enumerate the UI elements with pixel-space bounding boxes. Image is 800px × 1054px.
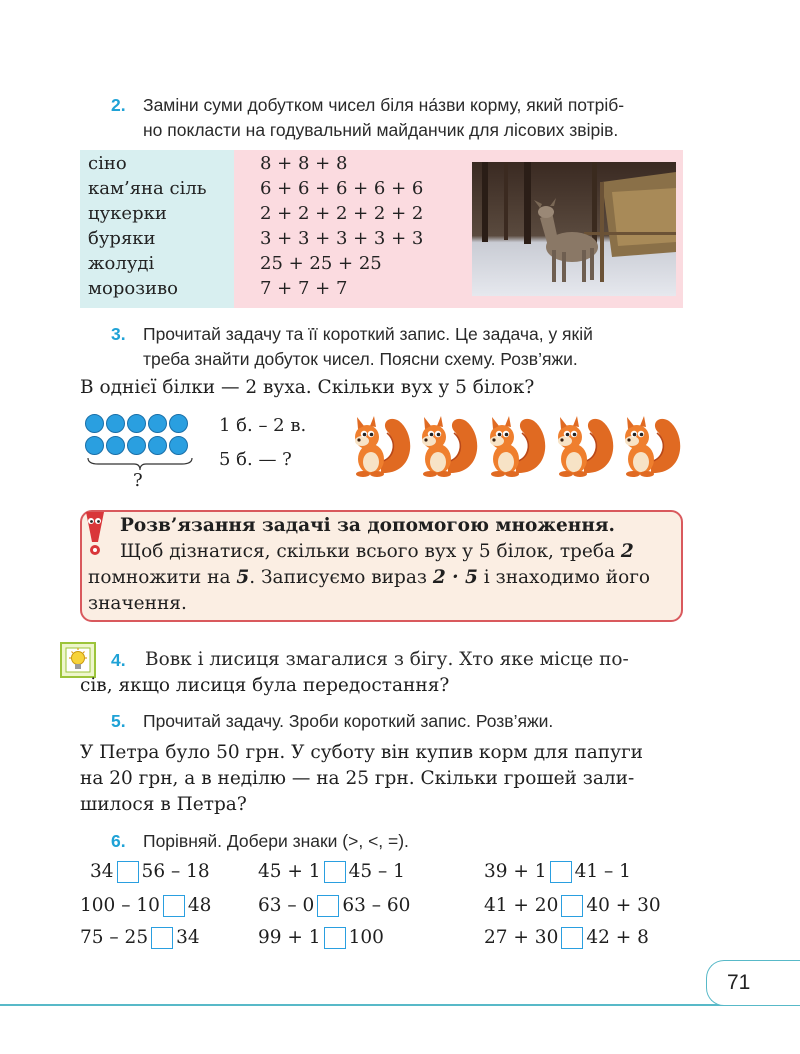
compare-right: 41 – 1 xyxy=(574,861,631,882)
exclamation-icon xyxy=(80,508,110,564)
ear-dot xyxy=(148,414,167,433)
answer-box[interactable] xyxy=(550,861,572,883)
squirrel-problem: В однієї білки — 2 вуха. Скільки вух у 5 білок? xyxy=(80,377,535,398)
rule-expression: 2 · 5 xyxy=(432,567,478,588)
rule-box xyxy=(80,510,683,622)
footer-line xyxy=(0,1004,800,1006)
compare-left: 27 + 30 xyxy=(484,927,559,948)
task-3 xyxy=(111,322,688,372)
feed-name: сіно xyxy=(88,153,127,174)
task-text-line: Прочитай задачу. Зроби короткий запис. Розв’яжи. xyxy=(143,711,554,731)
ear-dot xyxy=(106,436,125,455)
rule-line xyxy=(88,565,675,591)
task-2 xyxy=(111,93,688,143)
task-5 xyxy=(111,709,688,734)
compare-right: 48 xyxy=(187,895,212,916)
compare-left: 39 + 1 xyxy=(484,861,547,882)
compare-left: 100 – 10 xyxy=(80,895,160,916)
answer-box[interactable] xyxy=(163,895,185,917)
compare-item xyxy=(90,859,210,885)
task-number: 5. xyxy=(111,711,126,731)
task-text-line: Вовк і лисиця змагалися з бігу. Хто яке місце по- xyxy=(145,649,629,670)
rule-text: Щоб дізнатися, скільки всього вух у 5 білок, треба xyxy=(120,541,621,562)
task-text-line: Прочитай задачу та її короткий запис. Це задача, у якій xyxy=(143,324,593,344)
squirrel-image xyxy=(548,415,614,477)
ear-dot xyxy=(127,436,146,455)
compare-item xyxy=(258,925,384,951)
ear-dot xyxy=(85,414,104,433)
compare-item xyxy=(258,859,405,885)
squirrel-image xyxy=(480,415,546,477)
task-text-line: треба знайти добуток чисел. Поясни схему. Розв’яжи. xyxy=(143,349,578,369)
task-text-line: Порівняй. Добери знаки (>, <, =). xyxy=(143,831,409,851)
compare-left: 99 + 1 xyxy=(258,927,321,948)
task-number: 6. xyxy=(111,831,126,851)
compare-right: 34 xyxy=(176,927,200,948)
squirrel-image xyxy=(615,415,681,477)
compare-left: 75 – 25 xyxy=(80,927,149,948)
ear-dot xyxy=(106,414,125,433)
brace-icon xyxy=(86,457,194,471)
compare-item xyxy=(484,859,631,885)
feed-name: кам’яна сіль xyxy=(88,178,207,199)
feed-sum: 6 + 6 + 6 + 6 + 6 xyxy=(260,178,424,199)
compare-left: 34 xyxy=(90,861,114,882)
rule-title: Розв’язання задачі за допомогою множення. xyxy=(120,515,615,536)
compare-right: 40 + 30 xyxy=(586,895,661,916)
feed-sum: 7 + 7 + 7 xyxy=(260,278,348,299)
feed-name: цукерки xyxy=(88,203,167,224)
task-6 xyxy=(111,829,688,854)
answer-box[interactable] xyxy=(151,927,173,949)
task-text-line: Заміни суми добутком чисел біля на́зви корму, який потріб- xyxy=(143,95,625,115)
ear-dot xyxy=(169,436,188,455)
compare-right: 56 – 18 xyxy=(141,861,210,882)
task-number: 3. xyxy=(111,324,126,344)
ear-dot xyxy=(169,414,188,433)
feed-sum: 3 + 3 + 3 + 3 + 3 xyxy=(260,228,424,249)
short-note-line: 1 б. – 2 в. xyxy=(219,415,307,436)
feed-name: морозиво xyxy=(88,278,178,299)
compare-item xyxy=(80,925,200,951)
compare-right: 100 xyxy=(348,927,384,948)
compare-item xyxy=(484,925,649,951)
feed-sum: 2 + 2 + 2 + 2 + 2 xyxy=(260,203,424,224)
ear-dot xyxy=(85,436,104,455)
brace-question: ? xyxy=(133,470,143,491)
compare-right: 63 – 60 xyxy=(342,895,411,916)
task-text-line: но покласти на годувальний майданчик для лісових звірів. xyxy=(143,120,619,140)
rule-line xyxy=(120,539,675,565)
task-number: 2. xyxy=(111,95,126,115)
compare-right: 42 + 8 xyxy=(586,927,649,948)
rule-number: 5 xyxy=(236,567,250,588)
compare-item xyxy=(484,893,661,919)
compare-item xyxy=(80,893,211,919)
answer-box[interactable] xyxy=(561,895,583,917)
answer-box[interactable] xyxy=(561,927,583,949)
answer-box[interactable] xyxy=(324,861,346,883)
feed-sum: 8 + 8 + 8 xyxy=(260,153,348,174)
answer-box[interactable] xyxy=(317,895,339,917)
squirrel-image xyxy=(345,415,411,477)
rule-line: значення. xyxy=(88,593,187,614)
compare-left: 45 + 1 xyxy=(258,861,321,882)
answer-box[interactable] xyxy=(324,927,346,949)
compare-left: 63 – 0 xyxy=(258,895,315,916)
squirrel-image xyxy=(412,415,478,477)
task-5-problem-line: шилося в Петра? xyxy=(80,794,247,815)
compare-item xyxy=(258,893,410,919)
task-5-problem-line: У Петра було 50 грн. У суботу він купив корм для папуги xyxy=(80,742,643,763)
answer-box[interactable] xyxy=(117,861,139,883)
task-4-line2: сів, якщо лисиця була передостання? xyxy=(80,675,450,696)
rule-number: 2 xyxy=(620,541,634,562)
feed-name: буряки xyxy=(88,228,156,249)
compare-right: 45 – 1 xyxy=(348,861,405,882)
task-number: 4. xyxy=(111,650,126,670)
task-5-problem-line: на 20 грн, а в неділю — на 25 грн. Скільки грошей зали- xyxy=(80,768,635,789)
short-note-line: 5 б. — ? xyxy=(219,449,292,470)
ear-dot xyxy=(148,436,167,455)
task-4 xyxy=(111,647,688,673)
page-number: 71 xyxy=(706,960,800,1006)
feed-sum: 25 + 25 + 25 xyxy=(260,253,382,274)
ear-dot xyxy=(127,414,146,433)
compare-left: 41 + 20 xyxy=(484,895,559,916)
feed-table xyxy=(80,150,683,308)
rule-text: . Записуємо вираз xyxy=(249,567,433,588)
rule-text: і знаходимо його xyxy=(477,567,651,588)
deer-photo xyxy=(472,162,676,296)
rule-text: помножити на xyxy=(88,567,237,588)
feed-name: жолуді xyxy=(88,253,155,274)
